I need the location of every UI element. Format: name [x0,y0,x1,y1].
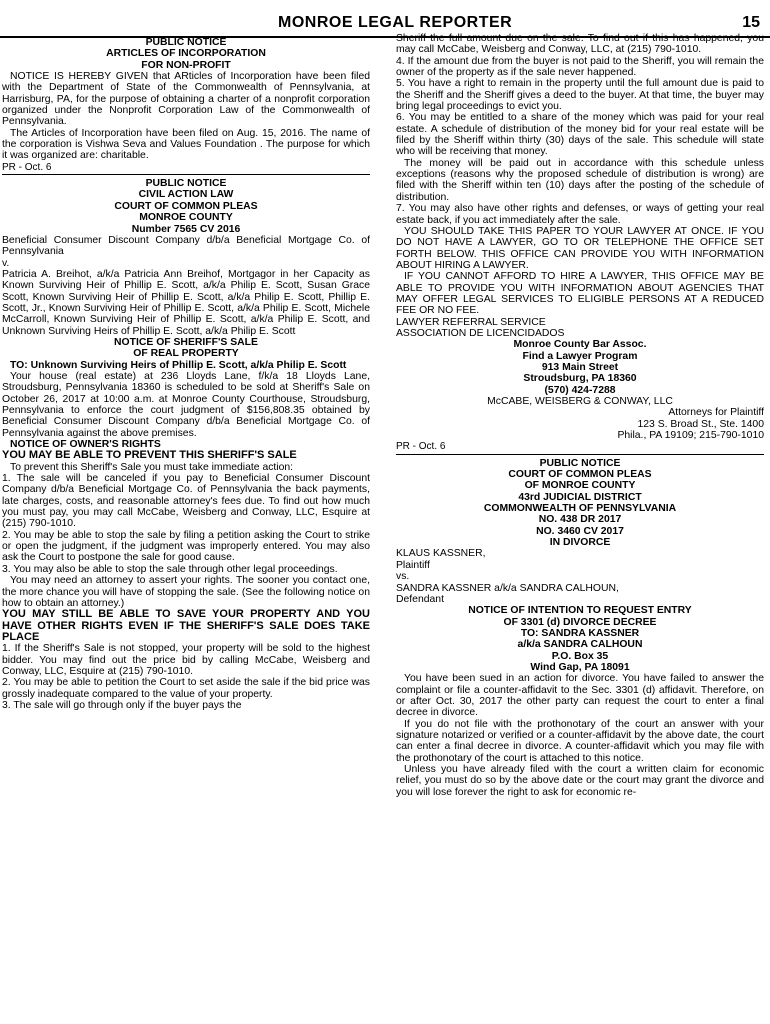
notice-paragraph: The money will be paid out in accordance with this schedule unless exceptions (reasons why the proposed schedule of distribution is wrong) are filed with the Sheriff within ten (10) days after the posting of the schedule of distribution. [396,157,764,203]
list-item: 1. If the Sheriff's Sale is not stopped, your property will be sold to the highest bidder. You may find out the price bid by calling McCabe, Weisberg and Conway, LLC, Esquire at (215) 790-1010. [2,643,370,677]
notice-paragraph: You may need an attorney to assert your rights. The sooner you contact one, the more chance you will have of stopping the sale. (See the following notice on how to obtain an attorney.) [2,575,370,609]
notice-paragraph: IF YOU CANNOT AFFORD TO HIRE A LAWYER, THIS OFFICE MAY BE ABLE TO PROVIDE YOU WITH INFORMATION ABOUT AGENCIES THAT MAY OFFER LEGAL SERVICES TO ELIGIBLE PERSONS AT A REDUCED FEE OR NO FEE. [396,271,764,317]
case-number: NO. 3460 CV 2017 [536,525,624,537]
notice-heading: OF REAL PROPERTY [133,348,239,360]
versus: vs. [396,571,410,583]
list-item: 2. You may be able to petition the Court to set aside the sale if the bid price was grossly inadequate compared to the value of your property. [2,677,370,700]
plaintiff-role: Plaintiff [396,559,430,571]
notice-paragraph: Unless you have already filed with the court a written claim for economic relief, you must do so by the above date or the court may grant the divorce and you will lose forever the right to ask for economic re- [396,764,764,798]
bar-association-line: (570) 424-7288 [544,384,616,396]
referral-service: ASSOCIATION DE LICENCIDADOS [396,327,565,339]
plaintiff: KLAUS KASSNER, [396,548,486,560]
law-firm-line: 123 S. Broad St., Ste. 1400 [637,418,764,430]
notice-heading: FOR NON-PROFIT [141,59,231,71]
list-item: 7. You may also have other rights and defenses, or ways of getting your real estate back, if you act immediately after the sale. [396,203,764,226]
section-heading: NOTICE OF OWNER'S RIGHTS [10,439,161,451]
notice-heading: OF MONROE COUNTY [524,480,636,492]
bar-association-line: 913 Main Street [541,361,619,373]
list-item: 2. You may be able to stop the sale by filing a petition asking the Court to strike or open the judgment, if the judgment was improperly entered. You may also ask the Court to postpone the sale for good cause. [2,529,370,564]
section-heading: YOU MAY STILL BE ABLE TO SAVE YOUR PROPERTY AND YOU HAVE OTHER RIGHTS EVEN IF THE SHERIFF'S SALE DOES TAKE PLACE [2,608,370,643]
defendant-role: Defendant [396,593,444,605]
notice-heading: PUBLIC NOTICE [145,37,227,48]
notice-heading: IN DIVORCE [549,537,611,549]
law-firm-line: Attorneys for Plaintiff [668,407,764,419]
notice-heading: CIVIL ACTION LAW [138,189,234,201]
notice-heading: 43rd JUDICIAL DISTRICT [518,491,642,503]
bar-association-line: Monroe County Bar Assoc. [513,339,647,351]
defendants: Patricia A. Breihot, a/k/a Patricia Ann Breihof, Mortgagor in her Capacity as Known Surviving Heir of Phillip E. Scott, a/k/a Philip E. Scott, Susan Grace Scott, Known Surviving Heir of Phillip E. Scott, a/k/a Philip E. Scott, Phillip E. Scott, Jr., Known Surviving Heir of Phillip E. Scott, a/k/a Philip E. Scott, Michele McCarroll, Known Surviving Heir of Phillip E. Scott, a/k/a Philip E. Scott, and Unknown Surviving Heirs of Phillip E. Scott, a/k/a Philip E. Scott [2,268,370,337]
publication-run: PR - Oct. 6 [396,441,764,454]
addressee: TO: Unknown Surviving Heirs of Phillip E. Scott, a/k/a Philip E. Scott [10,359,347,371]
notice-paragraph: NOTICE IS HEREBY GIVEN that ARticles of Incorporation have been filed with the Department of State of the Commonwealth of Pennsylvania, at Harrisburg, PA, for the purpose of obtaining a charter of a nonprofit corporation organized under the Nonprofit Corporation Law of the Commonwealth of Pennsylvania. [2,71,370,128]
notice-heading: ARTICLES OF INCORPORATION [106,48,266,60]
notice-paragraph: If you do not file with the prothonotary of the court an answer with your signature notarized or verified or a counter-affidavit by the above date, the court can enter a final decree in divorce. A counter-affidavit which you may file with the prothonotary of the court is attached to this notice. [396,718,764,764]
notice-paragraph: You have been sued in an action for divorce. You have failed to answer the complaint or file a counter-affidavit to the Sec. 3301 (d) affidavit. Therefore, on or after Oct. 30, 2017 the other party can request the court to enter a final decree in divorce. [396,673,764,719]
notice-heading: PUBLIC NOTICE [539,457,621,469]
notice-heading: PUBLIC NOTICE [145,178,227,190]
section-heading: YOU MAY BE ABLE TO PREVENT THIS SHERIFF'S SALE [2,449,297,462]
addressee: a/k/a SANDRA CALHOUN [517,639,643,651]
notice-paragraph: Sheriff the full amount due on the sale. To find out if this has happened, you may call McCabe, Weisberg and Conway, LLC, at (215) 790-1010. [396,33,764,56]
addressee: Wind Gap, PA 18091 [530,661,630,673]
notice-heading: COURT OF COMMON PLEAS [508,469,652,481]
page-number: 15 [742,14,760,31]
notice-heading: COMMONWEALTH OF PENNSYLVANIA [483,503,677,515]
notice-heading: OF 3301 (d) DIVORCE DECREE [503,616,657,628]
bar-association-line: Find a Lawyer Program [522,350,638,362]
case-number: Number 7565 CV 2016 [131,223,241,235]
notice-paragraph: YOU SHOULD TAKE THIS PAPER TO YOUR LAWYER AT ONCE. IF YOU DO NOT HAVE A LAWYER, GO TO OR TELEPHONE THE OFFICE SET FORTH BELOW. THIS OFFICE CAN PROVIDE YOU WITH INFORMATION ABOUT HIRING A LAWYER. [396,225,764,271]
publication-run: PR - Oct. 6 [2,162,370,175]
addressee: P.O. Box 35 [551,650,609,662]
notice-paragraph: The Articles of Incorporation have been filed on Aug. 15, 2016. The name of the corporation is Vishwa Seva and Values Foundation . The purpose for which it was organized are: charitable. [2,127,370,162]
left-column [2,37,370,711]
list-item: 5. You have a right to remain in the property until the full amount due is paid to the Sheriff and the Sheriff gives a deed to the buyer. At that time, the buyer may bring legal proceedings to evict you. [396,78,764,113]
defendant: SANDRA KASSNER a/k/a SANDRA CALHOUN, [396,582,619,594]
versus: v. [2,257,10,269]
list-item: 3. You may also be able to stop the sale through other legal proceedings. [2,563,338,575]
addressee: TO: SANDRA KASSNER [520,627,640,639]
notice-paragraph: Your house (real estate) at 236 Lloyds Lane, f/k/a 18 Lloyds Lane, Stroudsburg, Pennsylvania 18360 is scheduled to be sold at Sheriff's Sale on October 26, 2017 at 10:00 a.m. at Monroe County Courthouse, Stroudsburg, Pennsylvania to enforce the court judgment of $156,808.35 obtained by Beneficial Consumer Discount Company d/b/a Beneficial Mortgage Co. of Pennsylvania against the above premises. [2,370,370,439]
list-item: 6. You may be entitled to a share of the money which was paid for your real estate. A schedule of distribution of the money bid for your real estate will be filed by the Sheriff within thirty (30) days of the sale. This schedule will state who will be receiving that money. [396,112,764,158]
notice-heading: NOTICE OF INTENTION TO REQUEST ENTRY [468,605,692,617]
referral-service: LAWYER REFERRAL SERVICE [396,316,546,328]
publication-title: MONROE LEGAL REPORTER [278,14,513,31]
bar-association-line: Stroudsburg, PA 18360 [523,373,637,385]
notice-heading: MONROE COUNTY [139,212,233,224]
list-item: 4. If the amount due from the buyer is not paid to the Sheriff, you will remain the owner of the property as if the sale never happened. [396,55,764,79]
notice-heading: COURT OF COMMON PLEAS [114,200,258,212]
notice-paragraph: To prevent this Sheriff's Sale you must take immediate action: [10,461,294,473]
law-firm-line: Phila., PA 19109; 215-790-1010 [617,430,764,442]
plaintiff: Beneficial Consumer Discount Company d/b/a Beneficial Mortgage Co. of Pennsylvania [2,234,370,258]
list-item: 3. The sale will go through only if the buyer pays the [2,699,242,711]
law-firm-name: McCABE, WEISBERG & CONWAY, LLC [487,396,673,407]
case-number: NO. 438 DR 2017 [538,514,622,526]
notice-heading: NOTICE OF SHERIFF'S SALE [114,336,258,348]
list-item: 1. The sale will be canceled if you pay to Beneficial Consumer Discount Company d/b/a Beneficial Mortgage Co. of Pennsylvania the back payments, late charges, costs, and reasonable attorney's fees due. To find out how much you must pay, you may call McCabe, Weisberg and Conway, LLC, Esquire at (215) 790-1010. [2,473,370,530]
right-column [396,33,764,798]
